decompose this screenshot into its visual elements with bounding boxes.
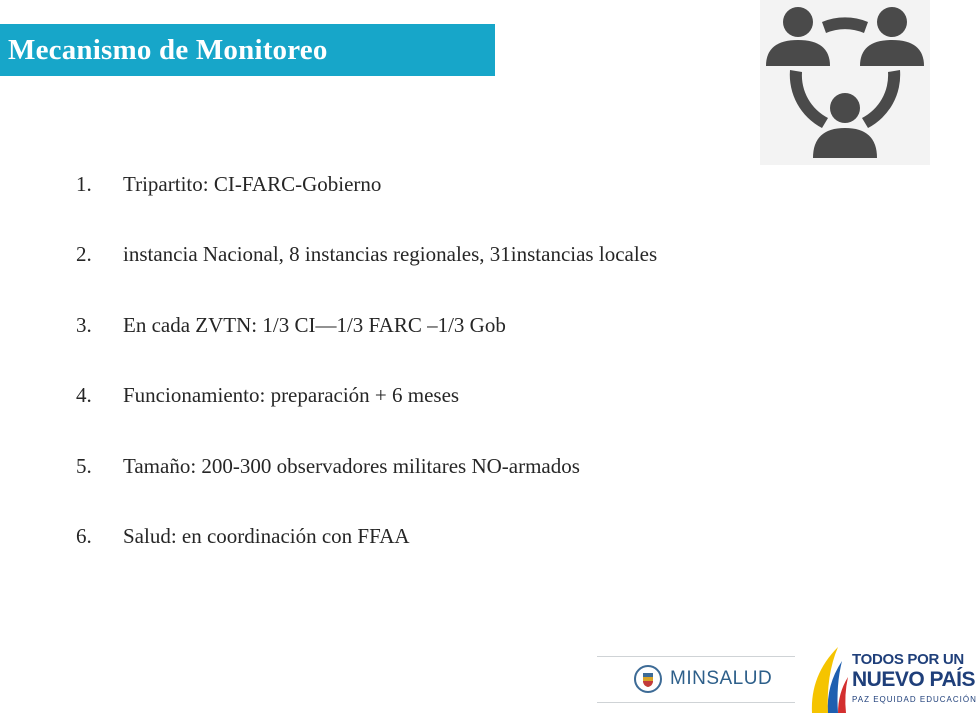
item-text: Tamaño: 200-300 observadores militares NO-armados — [123, 454, 580, 478]
gov-slogan-line1: TODOS POR UN — [852, 651, 964, 668]
item-text: Salud: en coordinación con FFAA — [123, 524, 410, 548]
list-item — [76, 313, 506, 337]
gov-slogan-line2: NUEVO PAÍS — [852, 668, 975, 691]
item-text: Funcionamiento: preparación + 6 meses — [123, 383, 460, 407]
people-network-icon — [760, 0, 930, 165]
list-item — [76, 383, 459, 407]
title-bar — [0, 24, 495, 76]
item-number: 5. — [76, 454, 92, 478]
item-number: 6. — [76, 524, 92, 548]
item-number: 3. — [76, 313, 92, 337]
government-logo — [808, 645, 977, 715]
item-number: 2. — [76, 242, 92, 266]
item-text: Tripartito: CI-FARC-Gobierno — [123, 172, 382, 196]
footer-divider — [597, 702, 795, 703]
item-text: instancia Nacional, 8 instancias regionales, 31instancias locales — [123, 242, 658, 266]
list-item — [76, 172, 381, 196]
footer-divider — [597, 656, 795, 657]
item-number: 4. — [76, 383, 92, 407]
minsalud-logo — [634, 664, 772, 694]
coat-of-arms-icon — [634, 665, 662, 693]
list-item — [76, 242, 657, 266]
list-item — [76, 524, 410, 548]
list-item — [76, 454, 580, 478]
gov-slogan-line3: PAZ EQUIDAD EDUCACIÓN — [852, 695, 977, 704]
item-text: En cada ZVTN: 1/3 CI—1/3 FARC –1/3 Gob — [123, 313, 506, 337]
flag-swoosh-icon — [808, 645, 856, 715]
item-number: 1. — [76, 172, 92, 196]
ministry-name: MINSALUD — [670, 668, 773, 689]
slide-title: Mecanismo de Monitoreo — [8, 33, 328, 66]
